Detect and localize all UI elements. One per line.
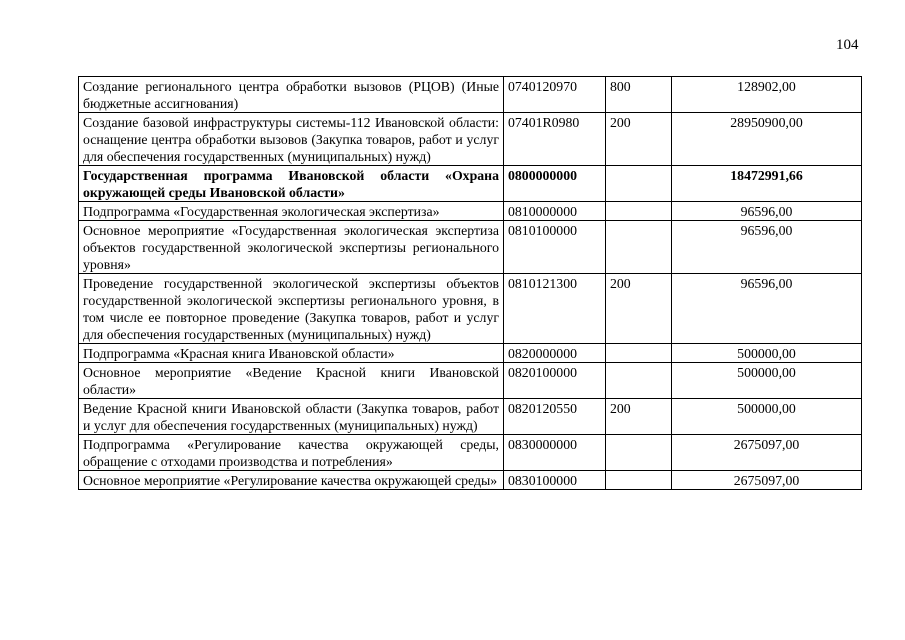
expense-type-cell — [606, 221, 672, 274]
item-name-cell: Государственная программа Ивановской области «Охрана окружающей среды Ивановской области» — [79, 166, 504, 202]
target-code-cell: 0820100000 — [504, 363, 606, 399]
target-code-cell: 0810000000 — [504, 202, 606, 221]
amount-cell: 500000,00 — [672, 363, 862, 399]
target-code-cell: 0810121300 — [504, 274, 606, 344]
expense-type-cell — [606, 471, 672, 490]
table-row — [79, 166, 862, 202]
expense-type-cell — [606, 363, 672, 399]
table-row — [79, 202, 862, 221]
expense-type-cell — [606, 202, 672, 221]
expense-type-cell: 200 — [606, 113, 672, 166]
item-name-cell: Основное мероприятие «Государственная экологическая экспертиза объектов государственной экологической экспертизы регионального уровня» — [79, 221, 504, 274]
item-name-cell: Подпрограмма «Красная книга Ивановской области» — [79, 344, 504, 363]
item-name-cell: Основное мероприятие «Ведение Красной книги Ивановской области» — [79, 363, 504, 399]
table-row — [79, 344, 862, 363]
table-row — [79, 274, 862, 344]
target-code-cell: 0820120550 — [504, 399, 606, 435]
item-name-cell: Создание регионального центра обработки вызовов (РЦОВ) (Иные бюджетные ассигнования) — [79, 77, 504, 113]
expense-type-cell — [606, 435, 672, 471]
item-name-cell: Проведение государственной экологической экспертизы объектов государственной экологической экспертизы регионального уровня, в том числе ее повторное проведение (Закупка товаров, работ и услуг для обеспечения государственных (муниципальных) нужд) — [79, 274, 504, 344]
budget-table-body — [79, 77, 862, 490]
expense-type-cell — [606, 344, 672, 363]
table-row — [79, 363, 862, 399]
amount-cell: 128902,00 — [672, 77, 862, 113]
amount-cell: 28950900,00 — [672, 113, 862, 166]
table-row — [79, 77, 862, 113]
table-row — [79, 399, 862, 435]
item-name-cell: Основное мероприятие «Регулирование качества окружающей среды» — [79, 471, 504, 490]
amount-cell: 96596,00 — [672, 202, 862, 221]
table-row — [79, 221, 862, 274]
budget-table — [78, 76, 862, 490]
target-code-cell: 0820000000 — [504, 344, 606, 363]
item-name-cell: Ведение Красной книги Ивановской области (Закупка товаров, работ и услуг для обеспечения государственных (муниципальных) нужд) — [79, 399, 504, 435]
amount-cell: 96596,00 — [672, 274, 862, 344]
page-number: 104 — [836, 37, 859, 53]
expense-type-cell: 800 — [606, 77, 672, 113]
target-code-cell: 07401R0980 — [504, 113, 606, 166]
amount-cell: 18472991,66 — [672, 166, 862, 202]
item-name-cell: Создание базовой инфраструктуры системы-112 Ивановской области: оснащение центра обработки вызовов (Закупка товаров, работ и услуг для обеспечения государственных (муниципальных) нужд) — [79, 113, 504, 166]
target-code-cell: 0740120970 — [504, 77, 606, 113]
target-code-cell: 0810100000 — [504, 221, 606, 274]
amount-cell: 500000,00 — [672, 344, 862, 363]
amount-cell: 2675097,00 — [672, 435, 862, 471]
amount-cell: 500000,00 — [672, 399, 862, 435]
expense-type-cell: 200 — [606, 399, 672, 435]
target-code-cell: 0800000000 — [504, 166, 606, 202]
item-name-cell: Подпрограмма «Государственная экологическая экспертиза» — [79, 202, 504, 221]
table-row — [79, 471, 862, 490]
table-row — [79, 113, 862, 166]
target-code-cell: 0830000000 — [504, 435, 606, 471]
target-code-cell: 0830100000 — [504, 471, 606, 490]
expense-type-cell: 200 — [606, 274, 672, 344]
expense-type-cell — [606, 166, 672, 202]
amount-cell: 96596,00 — [672, 221, 862, 274]
table-row — [79, 435, 862, 471]
item-name-cell: Подпрограмма «Регулирование качества окружающей среды, обращение с отходами производства и потребления» — [79, 435, 504, 471]
amount-cell: 2675097,00 — [672, 471, 862, 490]
